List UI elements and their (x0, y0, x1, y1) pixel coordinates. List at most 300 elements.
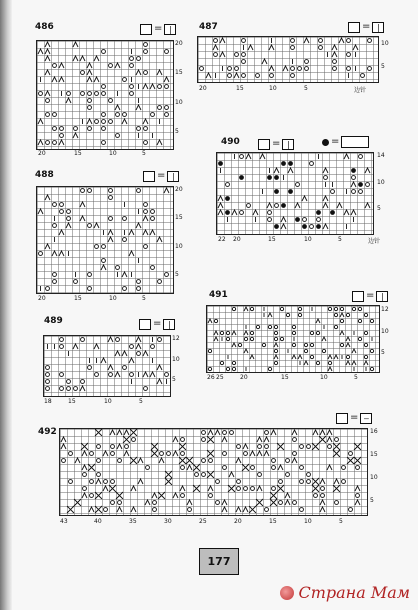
yarn-over-symbol (232, 367, 235, 370)
chart-491 (206, 305, 380, 373)
chart-symbols (44, 336, 170, 396)
yarn-over-symbol (158, 338, 162, 342)
yarn-over-symbol (209, 494, 213, 498)
cable-cross-symbol (312, 478, 319, 485)
yarn-over-symbol (244, 452, 248, 456)
pattern-legend: = | (139, 318, 175, 330)
yarn-over-symbol (346, 355, 349, 358)
yarn-over-symbol (74, 280, 78, 284)
cable-cross-symbol (95, 492, 102, 499)
yarn-over-symbol (69, 480, 73, 484)
decrease-symbol (80, 386, 85, 391)
yarn-over-symbol (317, 218, 321, 222)
col-number: 25 (216, 374, 224, 381)
yarn-over-symbol (262, 343, 265, 346)
decrease-symbol (87, 77, 92, 82)
col-number: 5 (354, 374, 358, 381)
yarn-over-symbol (358, 319, 361, 322)
chart-487 (197, 36, 379, 83)
yarn-over-symbol (46, 380, 50, 384)
yarn-over-symbol (67, 92, 71, 96)
cable-cross-symbol (207, 436, 214, 443)
yarn-over-symbol (60, 338, 64, 342)
yarn-over-symbol (67, 387, 71, 391)
yarn-over-symbol (319, 39, 323, 43)
decrease-symbol (269, 66, 274, 71)
yarn-over-symbol (368, 67, 372, 71)
col-number: 15 (74, 150, 82, 157)
decrease-symbol (292, 355, 296, 359)
yarn-over-symbol (310, 343, 313, 346)
yarn-over-symbol (240, 176, 244, 180)
yarn-over-symbol (342, 466, 346, 470)
yarn-over-symbol (181, 494, 185, 498)
yarn-over-symbol (95, 120, 99, 124)
col-number: 43 (60, 518, 68, 525)
yarn-over-symbol (274, 361, 277, 364)
chart-symbols (217, 153, 373, 234)
decrease-symbol (268, 313, 272, 317)
yarn-over-symbol (331, 190, 335, 194)
watermark (280, 583, 410, 602)
yarn-over-symbol (46, 287, 50, 291)
yarn-over-symbol (292, 343, 295, 346)
yarn-over-symbol (296, 183, 300, 187)
pattern-legend: = | (348, 21, 384, 33)
col-number: 5 (304, 85, 308, 92)
yarn-over-symbol (275, 176, 279, 180)
decrease-symbol (264, 437, 269, 442)
yarn-over-symbol (125, 445, 129, 449)
decrease-symbol (257, 486, 262, 491)
decrease-symbol (208, 319, 212, 323)
decrease-symbol (250, 451, 255, 456)
decrease-symbol (323, 168, 328, 173)
yarn-over-symbol (340, 307, 343, 310)
yarn-over-symbol (60, 127, 64, 131)
col-number: 10 (304, 518, 312, 525)
decrease-symbol (159, 458, 164, 463)
yarn-over-symbol (293, 438, 297, 442)
col-number: 5 (139, 398, 143, 405)
yarn-over-symbol (242, 60, 246, 64)
yarn-over-symbol (202, 473, 206, 477)
yarn-over-symbol (109, 64, 113, 68)
cable-cross-symbol (179, 457, 186, 464)
yarn-over-symbol (291, 46, 295, 50)
legend-purl-symbol: — (360, 413, 372, 424)
decrease-symbol (339, 38, 344, 43)
yarn-over-symbol (334, 313, 337, 316)
yarn-over-symbol (200, 67, 204, 71)
yarn-over-symbol (286, 313, 289, 316)
yarn-over-symbol (144, 203, 148, 207)
yarn-over-symbol (104, 480, 108, 484)
yarn-over-symbol (53, 280, 57, 284)
yarn-over-symbol (46, 99, 50, 103)
yarn-over-symbol (242, 74, 246, 78)
col-number: 5 (339, 518, 343, 525)
yarn-over-symbol (144, 71, 148, 75)
decrease-symbol (164, 188, 169, 193)
yarn-over-symbol (232, 307, 235, 310)
decrease-symbol (129, 251, 134, 256)
decrease-symbol (80, 56, 85, 61)
chart-490 (216, 152, 374, 235)
yarn-over-symbol (144, 245, 148, 249)
decrease-symbol (340, 331, 344, 335)
cable-cross-symbol (277, 443, 284, 450)
yarn-over-symbol (88, 287, 92, 291)
decrease-symbol (45, 91, 50, 96)
yarn-over-symbol (366, 183, 370, 187)
cable-cross-symbol (270, 499, 277, 506)
yarn-over-symbol (209, 459, 213, 463)
pattern-legend: = | (352, 290, 388, 302)
decrease-symbol (353, 45, 358, 50)
decrease-symbol (73, 133, 78, 138)
yarn-over-symbol (53, 141, 57, 145)
decrease-symbol (52, 77, 57, 82)
decrease-symbol (101, 358, 106, 363)
decrease-symbol (124, 430, 129, 435)
yarn-over-symbol (202, 431, 206, 435)
decrease-symbol (274, 343, 278, 347)
decrease-symbol (246, 154, 251, 159)
decrease-symbol (334, 355, 338, 359)
yarn-over-symbol (286, 473, 290, 477)
yarn-over-symbol (53, 224, 57, 228)
yarn-over-symbol (237, 480, 241, 484)
col-number: 25 (199, 518, 207, 525)
yarn-over-symbol (238, 343, 241, 346)
yarn-over-symbol (137, 280, 141, 284)
yarn-over-symbol (53, 113, 57, 117)
yarn-over-symbol (88, 224, 92, 228)
yarn-over-symbol (46, 366, 50, 370)
decrease-symbol (150, 84, 155, 89)
yarn-over-symbol (300, 445, 304, 449)
yarn-over-symbol (291, 39, 295, 43)
decrease-symbol (244, 349, 248, 353)
yarn-over-symbol (109, 120, 113, 124)
yarn-over-symbol (291, 67, 295, 71)
decrease-symbol (332, 52, 337, 57)
yarn-over-symbol (102, 127, 106, 131)
legend-knit-symbol: | (163, 319, 175, 330)
decrease-symbol (38, 140, 43, 145)
yarn-over-symbol (265, 445, 269, 449)
yarn-over-symbol (60, 387, 64, 391)
yarn-over-symbol (291, 74, 295, 78)
yarn-over-symbol (88, 106, 92, 110)
yarn-over-symbol (240, 211, 244, 215)
yarn-over-symbol (274, 331, 277, 334)
cable-cross-symbol (333, 443, 340, 450)
decrease-symbol (257, 451, 262, 456)
decrease-symbol (136, 223, 141, 228)
cable-symbol-icon (341, 136, 369, 148)
decrease-symbol (281, 217, 286, 222)
yarn-over-symbol (328, 361, 331, 364)
yarn-over-symbol (165, 106, 169, 110)
decrease-symbol (108, 337, 113, 342)
yarn-over-symbol (46, 113, 50, 117)
yarn-over-symbol (356, 466, 360, 470)
yarn-over-symbol (316, 361, 319, 364)
decrease-symbol (117, 507, 122, 512)
decrease-symbol (236, 458, 241, 463)
yarn-over-symbol (250, 337, 253, 340)
yarn-over-symbol (123, 366, 127, 370)
col-number: 10 (320, 374, 328, 381)
yarn-over-symbol (151, 210, 155, 214)
pattern-legend: = — (336, 412, 372, 424)
yarn-over-symbol (188, 508, 192, 512)
yarn-over-symbol (137, 287, 141, 291)
legend-empty-cell (258, 139, 270, 150)
page-number: 177 (199, 548, 239, 575)
yarn-over-symbol (286, 459, 290, 463)
yarn-over-symbol (60, 373, 64, 377)
decrease-symbol (145, 500, 150, 505)
yarn-over-symbol (346, 313, 349, 316)
decrease-symbol (320, 479, 325, 484)
yarn-over-symbol (60, 210, 64, 214)
decrease-symbol (327, 437, 332, 442)
cable-cross-symbol (95, 429, 102, 436)
decrease-symbol (82, 465, 87, 470)
yarn-over-symbol (88, 189, 92, 193)
yarn-over-symbol (237, 487, 241, 491)
yarn-over-symbol (223, 431, 227, 435)
yarn-over-symbol (359, 155, 363, 159)
yarn-over-symbol (235, 53, 239, 57)
yarn-over-symbol (280, 307, 283, 310)
yarn-over-symbol (256, 74, 260, 78)
yarn-over-symbol (62, 459, 66, 463)
yarn-over-symbol (349, 452, 353, 456)
yarn-over-symbol (256, 325, 259, 328)
yarn-over-symbol (81, 92, 85, 96)
decrease-symbol (117, 430, 122, 435)
yarn-over-symbol (298, 67, 302, 71)
decrease-symbol (94, 56, 99, 61)
chart-symbols (37, 187, 173, 293)
decrease-symbol (164, 77, 169, 82)
decrease-symbol (187, 465, 192, 470)
yarn-over-symbol (347, 39, 351, 43)
cable-cross-symbol (179, 443, 186, 450)
decrease-symbol (322, 337, 326, 341)
yarn-over-symbol (67, 217, 71, 221)
yarn-over-symbol (268, 176, 272, 180)
yarn-over-symbol (95, 92, 99, 96)
decrease-symbol (313, 430, 318, 435)
yarn-over-symbol (340, 343, 343, 346)
decrease-symbol (262, 59, 267, 64)
yarn-over-symbol (202, 438, 206, 442)
decrease-symbol (157, 70, 162, 75)
col-number: 10 (109, 295, 117, 302)
yarn-over-symbol (219, 162, 223, 166)
yarn-over-symbol (123, 78, 127, 82)
yarn-over-symbol (317, 225, 321, 229)
cable-cross-symbol (333, 450, 340, 457)
decrease-symbol (222, 500, 227, 505)
yarn-over-symbol (304, 349, 307, 352)
decrease-symbol (327, 465, 332, 470)
col-number: 5 (142, 150, 146, 157)
decrease-symbol (94, 344, 99, 349)
yarn-over-symbol (144, 43, 148, 47)
yarn-over-symbol (118, 459, 122, 463)
legend-empty-cell (139, 319, 151, 330)
cable-cross-symbol (277, 485, 284, 492)
col-number: 20 (199, 85, 207, 92)
row-numbers: 10 5 (381, 40, 389, 70)
decrease-symbol (298, 355, 302, 359)
decrease-symbol (75, 458, 80, 463)
decrease-symbol (236, 507, 241, 512)
decrease-symbol (129, 230, 134, 235)
cable-cross-symbol (312, 485, 319, 492)
legend-knit-symbol: | (167, 171, 179, 182)
yarn-over-symbol (293, 501, 297, 505)
decrease-symbol (250, 355, 254, 359)
watermark-text: Страна Мам (298, 583, 410, 602)
yarn-over-symbol (304, 343, 307, 346)
cable-cross-symbol (354, 457, 361, 464)
col-number: 5 (338, 236, 342, 243)
decrease-symbol (206, 73, 211, 78)
decrease-symbol (253, 210, 258, 215)
yarn-over-symbol (46, 373, 50, 377)
cable-cross-symbol (158, 492, 165, 499)
decrease-symbol (232, 331, 236, 335)
yarn-over-symbol (151, 113, 155, 117)
decrease-symbol (80, 202, 85, 207)
yarn-over-symbol (102, 85, 106, 89)
col-number: 10 (109, 150, 117, 157)
edge-stitch-label: 边针 (368, 238, 381, 245)
yarn-over-symbol (130, 373, 134, 377)
decrease-symbol (243, 507, 248, 512)
yarn-over-symbol (232, 361, 235, 364)
decrease-symbol (173, 451, 178, 456)
watermark-logo-icon (280, 586, 294, 600)
yarn-over-symbol (268, 218, 272, 222)
row-numbers: 14 10 5 (377, 152, 385, 212)
decrease-symbol (281, 224, 286, 229)
decrease-symbol (295, 203, 300, 208)
decrease-symbol (244, 307, 248, 311)
yarn-over-symbol (88, 366, 92, 370)
decrease-symbol (173, 493, 178, 498)
yarn-over-symbol (90, 480, 94, 484)
decrease-symbol (94, 223, 99, 228)
cable-cross-symbol (333, 485, 340, 492)
yarn-over-symbol (352, 307, 355, 310)
pattern-number: 488 (35, 170, 54, 180)
decrease-symbol (244, 331, 248, 335)
col-number: 20 (234, 518, 242, 525)
yarn-over-symbol (240, 155, 244, 159)
col-number: 22 (218, 236, 226, 243)
yarn-over-symbol (274, 325, 277, 328)
cable-cross-symbol (312, 443, 319, 450)
decrease-symbol (73, 56, 78, 61)
yarn-over-symbol (102, 245, 106, 249)
col-number: 5 (142, 295, 146, 302)
col-number: 15 (68, 398, 76, 405)
yarn-over-symbol (214, 39, 218, 43)
yarn-over-symbol (216, 501, 220, 505)
decrease-symbol (320, 430, 325, 435)
yarn-over-symbol (307, 473, 311, 477)
pattern-legend: = | (140, 23, 176, 35)
col-number: 40 (94, 518, 102, 525)
yarn-over-symbol (165, 273, 169, 277)
yarn-over-symbol (158, 106, 162, 110)
yarn-over-symbol (88, 99, 92, 103)
decrease-symbol (108, 230, 113, 235)
decrease-symbol (304, 361, 308, 365)
legend-knit-symbol: | (372, 22, 384, 33)
decrease-symbol (59, 140, 64, 145)
yarn-over-symbol (144, 127, 148, 131)
yarn-over-symbol (279, 501, 283, 505)
yarn-over-symbol (39, 92, 43, 96)
legend-empty-cell (336, 413, 348, 424)
book-spine (0, 0, 12, 610)
yarn-over-symbol (359, 190, 363, 194)
cable-cross-symbol (319, 436, 326, 443)
decrease-symbol (365, 203, 370, 208)
yarn-over-symbol (250, 307, 253, 310)
yarn-over-symbol (298, 313, 301, 316)
yarn-over-symbol (116, 266, 120, 270)
yarn-over-symbol (95, 373, 99, 377)
yarn-over-symbol (342, 480, 346, 484)
yarn-over-symbol (303, 218, 307, 222)
decrease-symbol (87, 63, 92, 68)
decrease-symbol (110, 430, 115, 435)
yarn-over-symbol (158, 280, 162, 284)
decrease-symbol (355, 500, 360, 505)
decrease-symbol (157, 237, 162, 242)
pattern-number: 487 (199, 22, 218, 32)
yarn-over-symbol (292, 331, 295, 334)
yarn-over-symbol (358, 337, 361, 340)
chart-symbols (60, 429, 367, 515)
yarn-over-symbol (279, 480, 283, 484)
decrease-symbol (274, 355, 278, 359)
yarn-over-symbol (130, 57, 134, 61)
yarn-over-symbol (237, 445, 241, 449)
col-number: 10 (304, 236, 312, 243)
legend-empty-cell (352, 291, 364, 302)
chart-488 (36, 186, 174, 294)
decrease-symbol (61, 437, 66, 442)
yarn-over-symbol (216, 480, 220, 484)
decrease-symbol (45, 56, 50, 61)
decrease-symbol (215, 430, 220, 435)
col-number: 20 (233, 236, 241, 243)
yarn-over-symbol (88, 127, 92, 131)
col-number: 15 (281, 374, 289, 381)
yarn-over-symbol (347, 53, 351, 57)
